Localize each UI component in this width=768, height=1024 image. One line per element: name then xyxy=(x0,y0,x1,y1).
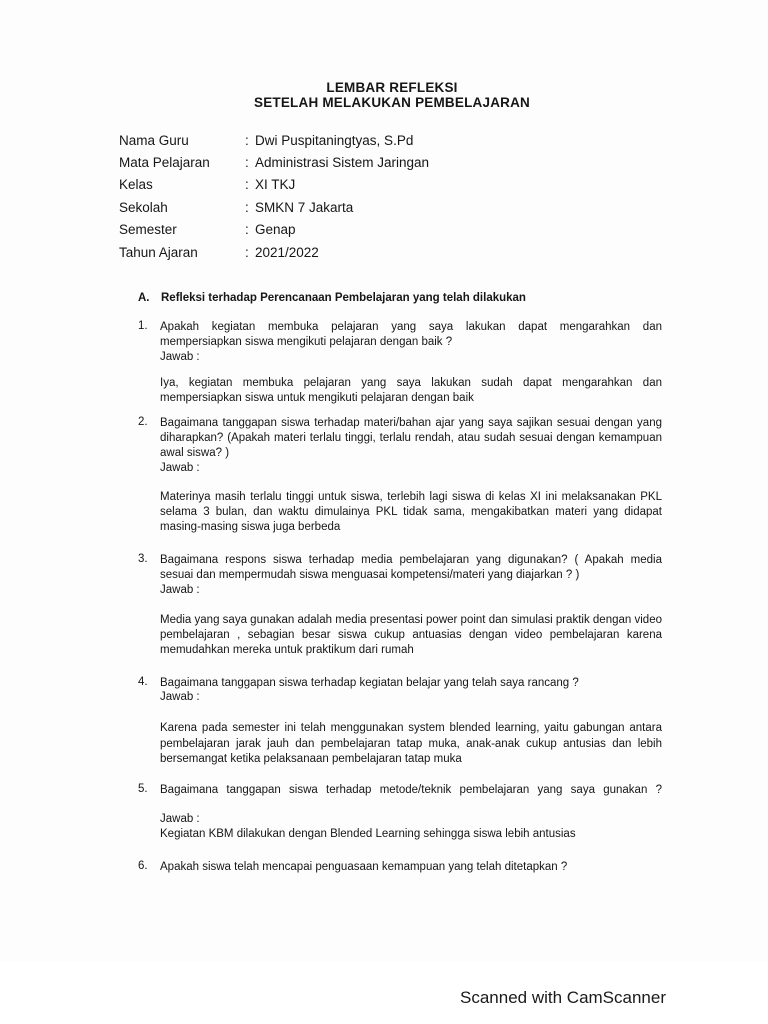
identity-separator: : xyxy=(245,200,249,215)
question-1-line: Apakah kegiatan membuka pelajaran yang saya lakukan dapat mengarahkan dan xyxy=(160,321,662,333)
identity-label: Sekolah xyxy=(119,200,168,215)
identity-separator: : xyxy=(245,133,249,148)
question-1-line: mempersiapkan siswa mengikuti pelajaran dengan baik ? xyxy=(160,336,453,348)
answer-4-line: Karena pada semester ini telah menggunakan system blended learning, yaitu gabungan antara xyxy=(160,722,662,734)
question-2-line: awal siswa? ) xyxy=(160,447,230,459)
question-3-line: Bagaimana respons siswa terhadap media pembelajaran yang digunakan? ( Apakah media xyxy=(160,554,662,566)
answer-3-line: memudahkan mereka untuk praktikum dari rumah xyxy=(160,644,414,656)
question-4-jawab-label: Jawab : xyxy=(160,691,200,703)
question-number-2: 2. xyxy=(138,416,148,428)
question-5-line: Bagaimana tanggapan siswa terhadap metode/teknik pembelajaran yang saya gunakan ? xyxy=(160,784,662,796)
identity-label: Nama Guru xyxy=(119,133,189,148)
answer-5-line: Kegiatan KBM dilakukan dengan Blended Learning sehingga siswa lebih antusias xyxy=(160,828,576,840)
identity-value: Genap xyxy=(255,222,296,237)
identity-value: SMKN 7 Jakarta xyxy=(255,200,354,215)
answer-3-line: pembelajaran , sebagian besar siswa cukup antuasias dengan video pembelajaran karena xyxy=(160,629,662,641)
question-number-6: 6. xyxy=(138,860,148,872)
section-heading-text: Refleksi terhadap Perencanaan Pembelajaran yang telah dilakukan xyxy=(161,292,526,304)
question-2-line: Bagaimana tanggapan siswa terhadap materi/bahan ajar yang saya sajikan sesuai dengan yang xyxy=(160,417,662,429)
question-number-3: 3. xyxy=(138,553,148,565)
answer-4-line: bersemangat ketika pelaksanaan pembelajaran tatap muka xyxy=(160,753,462,765)
identity-label: Mata Pelajaran xyxy=(119,155,210,170)
identity-value: 2021/2022 xyxy=(255,245,319,260)
document-subtitle: SETELAH MELAKUKAN PEMBELAJARAN xyxy=(253,95,530,110)
answer-2-line: masing-masing siswa juga berbeda xyxy=(160,521,341,533)
answer-4-line: pembelajaran jarak jauh dan pembelajaran tatap muka, anak-anak cukup antusias dan lebih xyxy=(160,738,662,750)
question-6-line: Apakah siswa telah mencapai penguasaan kemampuan yang telah ditetapkan ? xyxy=(160,861,568,873)
answer-2-line: selama 3 bulan, dan waktu dimulainya PKL tidak sama, mengakibatkan materi yang didapat xyxy=(160,506,662,518)
question-3-line: sesuai dan mempermudah siswa menguasai kompetensi/materi yang diajarkan ? ) xyxy=(160,569,580,581)
answer-1-line: mempersiapkan siswa untuk mengikuti pelajaran dengan baik xyxy=(160,392,474,404)
question-4-line: Bagaimana tanggapan siswa terhadap kegiatan belajar yang telah saya rancang ? xyxy=(160,677,579,689)
question-1-jawab-label: Jawab : xyxy=(160,351,200,363)
question-number-5: 5. xyxy=(138,783,148,795)
identity-value: Administrasi Sistem Jaringan xyxy=(255,155,430,170)
question-5-jawab-label: Jawab : xyxy=(160,813,200,825)
identity-separator: : xyxy=(245,222,249,237)
identity-value: Dwi Puspitaningtyas, S.Pd xyxy=(255,133,414,148)
document-title: LEMBAR REFLEKSI xyxy=(326,80,458,95)
identity-label: Kelas xyxy=(119,177,153,192)
section-letter: A. xyxy=(138,292,150,304)
answer-1-line: Iya, kegiatan membuka pelajaran yang saya lakukan sudah dapat mengarahkan dan xyxy=(160,377,662,389)
identity-separator: : xyxy=(245,245,249,260)
answer-3-line: Media yang saya gunakan adalah media presentasi power point dan simulasi praktik dengan video xyxy=(160,614,662,626)
question-number-4: 4. xyxy=(138,676,148,688)
answer-2-line: Materinya masih terlalu tinggi untuk siswa, terlebih lagi siswa di kelas XI ini melaksanakan PKL xyxy=(160,491,662,503)
camscanner-watermark: Scanned with CamScanner xyxy=(460,988,667,1007)
identity-separator: : xyxy=(245,177,249,192)
identity-label: Semester xyxy=(119,222,177,237)
question-3-jawab-label: Jawab : xyxy=(160,584,200,596)
identity-label: Tahun Ajaran xyxy=(119,245,198,260)
question-2-jawab-label: Jawab : xyxy=(160,462,200,474)
identity-value: XI TKJ xyxy=(255,177,296,192)
question-2-line: diharapkan? (Apakah materi terlalu tinggi, terlalu rendah, atau sudah sesuai dengan kemampuan xyxy=(160,432,662,444)
identity-separator: : xyxy=(245,155,249,170)
question-number-1: 1. xyxy=(138,320,148,332)
